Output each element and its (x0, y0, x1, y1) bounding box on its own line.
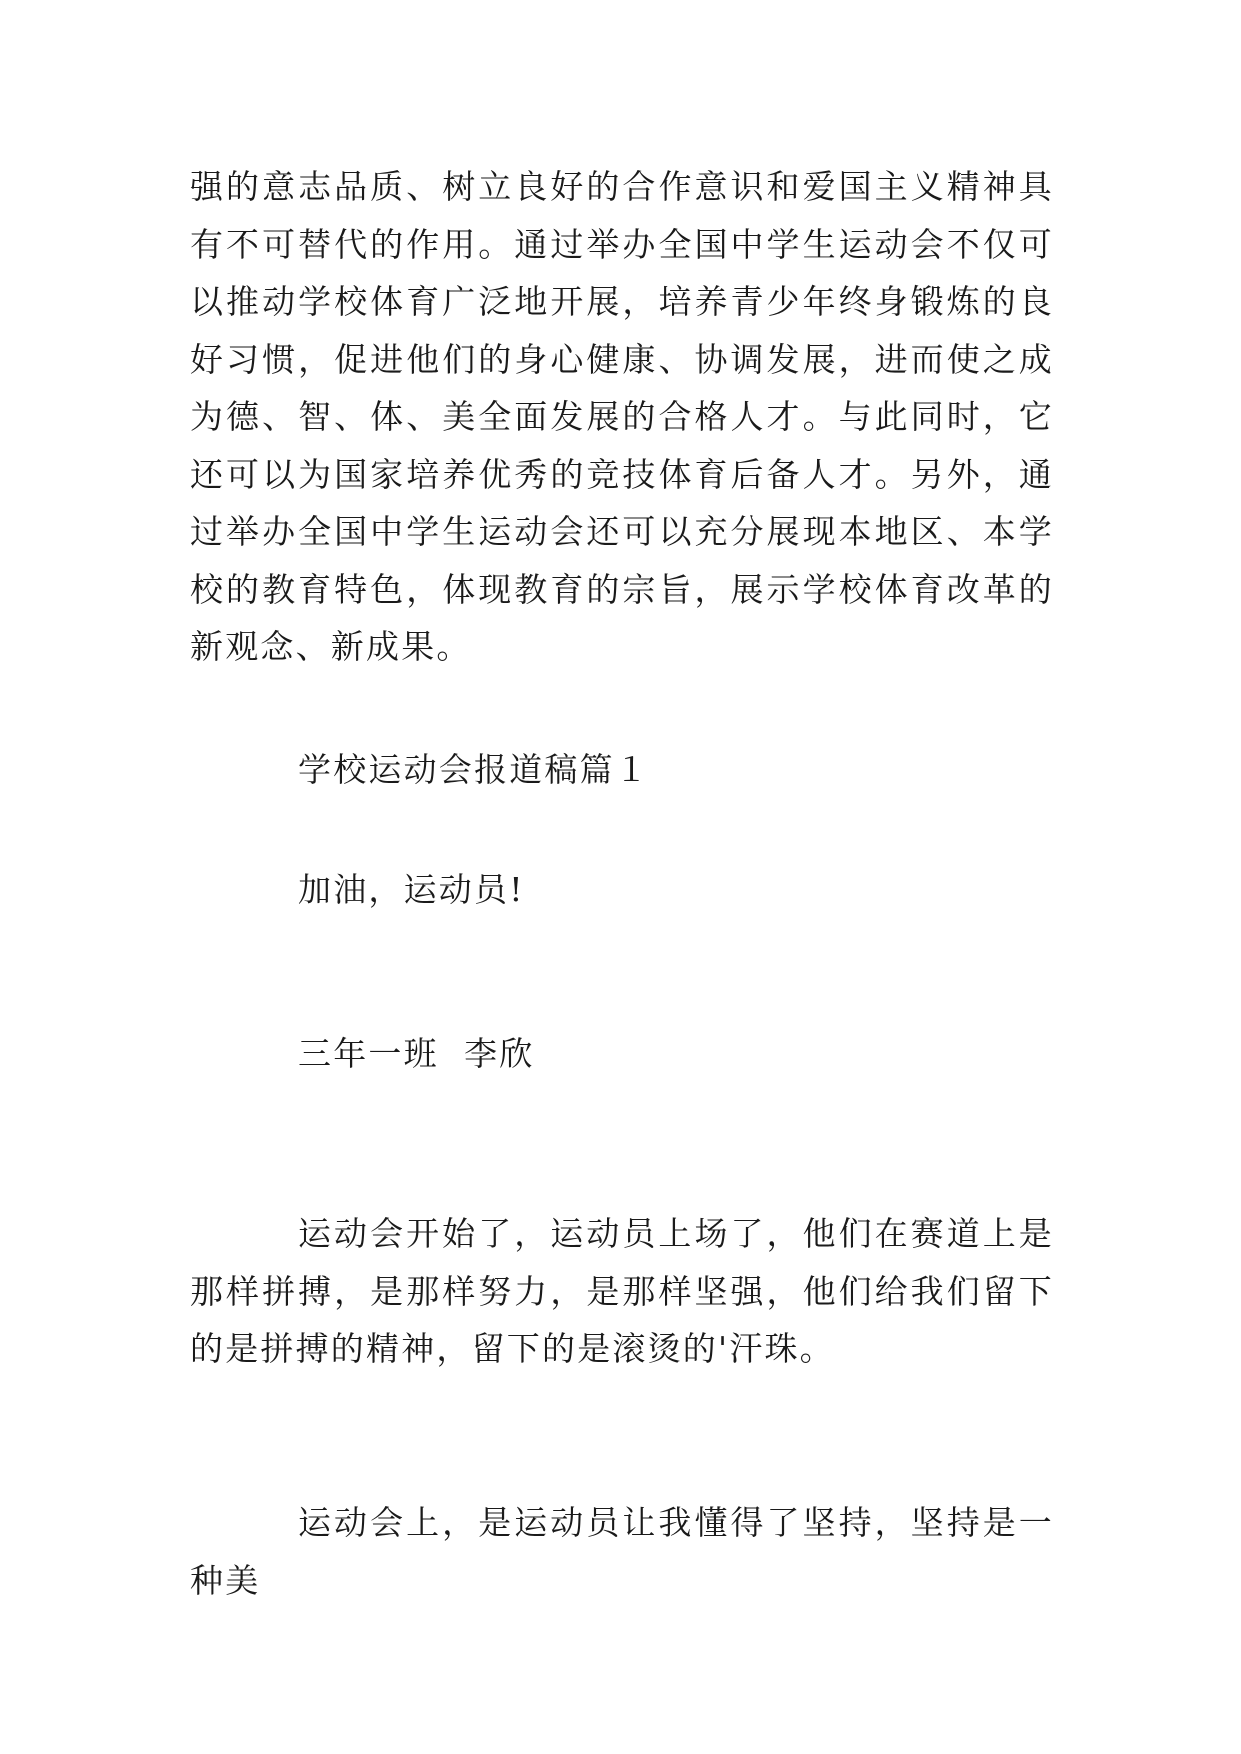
author-line: 三年一班 李欣 (298, 1034, 535, 1073)
body-paragraph: 运动会开始了，运动员上场了，他们在赛道上是那样拼搏，是那样努力，是那样坚强，他们给我们留下的是拼搏的精神，留下的是滚烫的'汗珠。 (190, 1214, 1054, 1368)
article-title: 学校运动会报道稿篇１ (298, 750, 650, 789)
intro-paragraph: 强的意志品质、树立良好的合作意识和爱国主义精神具有不可替代的作用。通过举办全国中学生运动会不仅可以推动学校体育广泛地开展，培养青少年终身锻炼的良好习惯，促进他们的身心健康、协调发展，进而使之成为德、智、体、美全面发展的合格人才。与此同时，它还可以为国家培养优秀的竞技体育后备人才。另外，通过举办全国中学生运动会还可以充分展现本地区、本学校的教育特色，体现教育的宗旨，展示学校体育改革的新观念、新成果。 (190, 167, 1054, 666)
body-paragraph: 运动会上，是运动员让我懂得了坚持，坚持是一种美 (190, 1503, 1054, 1600)
article-subtitle: 加油，运动员! (298, 870, 525, 909)
